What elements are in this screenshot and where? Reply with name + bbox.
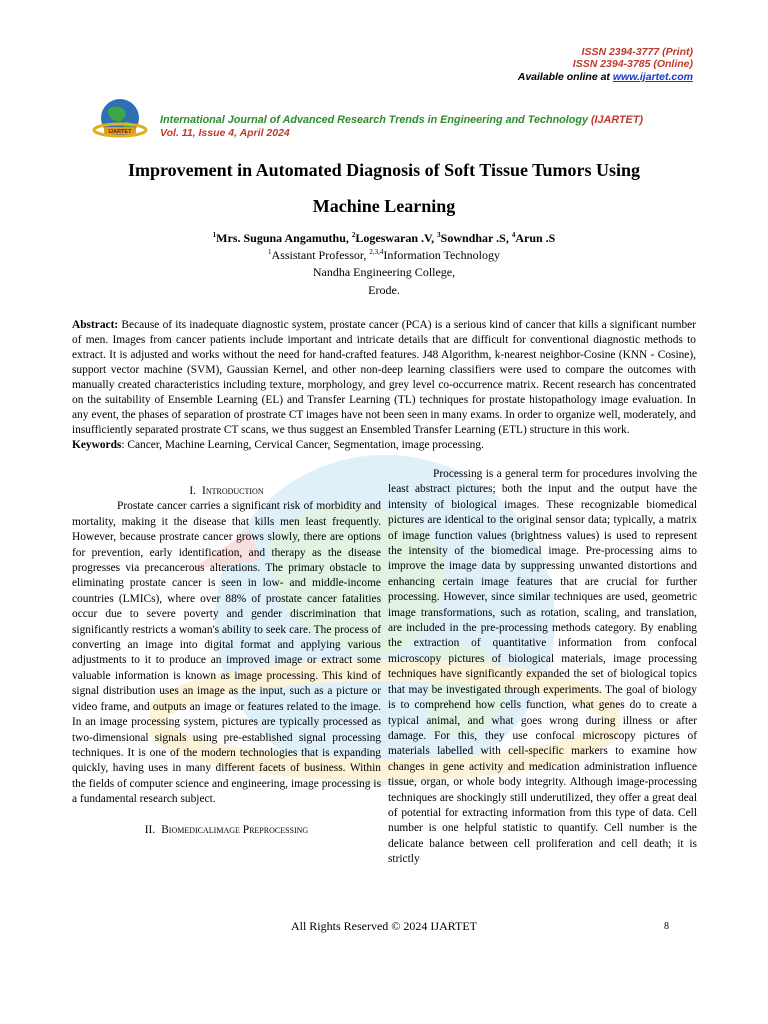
section-2-title: Biomedicalimage Preprocessing [161,823,309,836]
availability-prefix: Available online at [517,71,613,83]
footer-rights: All Rights Reserved © 2024 IJARTET [290,919,478,933]
author-4-sup: 4 [511,231,516,239]
author-3-sup: 3 [437,231,441,239]
author-list [60,231,708,246]
section-2-number: II. [144,823,156,836]
affil-dept: Information Technology [383,248,500,262]
right-column [388,467,697,868]
journal-title: International Journal of Advanced Research Trends in Engineering and Technology [160,114,588,126]
journal-website-link[interactable]: www.ijartet.com [612,71,693,83]
availability-line [518,71,693,83]
journal-logo [90,96,148,144]
affiliation [60,248,708,263]
section-1-number: I. [189,485,197,497]
logo-text: IJARTET [108,129,132,135]
paper-title-line1: Improvement in Automated Diagnosis of Soft Tissue Tumors Using [127,160,641,180]
issn-print: ISSN 2394-3777 (Print) [581,46,693,58]
author-4: Arun .S [515,231,556,245]
section-2-body: Processing is a general term for procedures involving the least abstract pictures; both the input and the output have the intensity of biological images. These recognizable biomedical pictures are identical to the original sensor data; typically, a matrix of image function values (brightness values) is used to represent the intensity of the biomedical image. Pre-processing aims to improve the image data by suppressing unwanted distortions and enhancing certain image features that are crucial for further processing. However, since similar techniques are used, geometric image transformations, such as rotation, scaling, and translation, are included in the pre-processing methods category. By enabling the extraction of quantitative information from confocal microscopy pictures of biological materials, image processing techniques have significantly expanded the set of biological topics that may be investigated through experiments. The goal of biology is to comprehend how cells function, what genes do to create a typical animal, and what goes wrong during illness or after damage. For this, they use confocal microscopy pictures of materials labelled with cell-specific markers to examine how changes in gene activity and medication administration influence tissue, organ, or whole body integrity. Although image-processing techniques are shockingly still underutilized, they offer a great deal of potential for extracting information from this type of data. Cell number is one helpful statistic to quantify. Cell number is the delicate balance between cell proliferation and cell death; it is strictly [388,468,697,866]
author-3: Sowndhar .S, [440,231,512,245]
affil-sup-1: 1 [268,248,272,256]
abstract-text: Because of its inadequate diagnostic system, prostate cancer (PCA) is a serious kind of cancer that kills a significant number of men. Images from cancer patients include important and intricate details that are difficult for conventional diagnostic methods to extract. It is adjusted and works without the need for hand-crafted features. J48 Algorithm, k-nearest neighbor-Cosine (KNN - Cosine), support vector machine (SVM), Gaussian Kernel, and other non-deep learning classifiers were used to compare the outcomes with manually created characteristics including texture, morphology, and grey level co-occurrence matrix. Recent research has concentrated on the suitability of Ensemble Learning (EL) and Transfer Learning (TL) techniques for prostate histopathology image evaluation. In any event, the phases of separation of prostrate CT images have not been seen in many exams. In order to organize well, moderately, and insufficiently separated prostrate CT scans, we thus suggest an Ensembled Transfer Learning (ETL) structure in this work. [72,319,696,436]
journal-acronym: (IJARTET) [587,114,643,126]
author-2: Logeswaran .V, [355,231,438,245]
section-1-body: Prostate cancer carries a significant risk of morbidity and mortality, making it the disease that kills men least frequently. However, because prostrate cancer grows slowly, there are options for prevention, early identification, and therapy as the disease progresses via precancerous alterations. The primary obstacle to eliminating prostate cancer is seen in low- and middle-income countries (LMICs), where over 88% of prostate cancer fatalities occur due to severe poverty and gender discrimination that significantly restricts a woman's ability to seek care. The process of converting an image into digital format and applying various adjustments to it to produce an improved image or extract some valuable information is known as image processing. This kind of signal distribution uses an image as the input, such as a picture or video frame, and outputs an image or features related to the image. In an image processing system, pictures are typically processed as two-dimensional signals using pre-established signal processing techniques. It is one of the modern technologies that is expanding quickly, having uses in many different facets of business. Within the fields of computer science and engineering, image processing is a fundamental research subject. [72,500,381,806]
keywords-text: : Cancer, Machine Learning, Cervical Cancer, Segmentation, image processing. [121,439,484,451]
journal-name [160,114,643,126]
abstract-label: Abstract: [72,319,119,331]
city: Erode. [368,283,400,297]
affil-role: Assistant Professor, [271,248,370,262]
keywords-label: Keywords [72,439,122,451]
affil-sup-2: 2,3,4 [369,248,384,256]
author-2-sup: 2 [351,231,356,239]
author-1-sup: 1 [212,231,217,239]
left-column [72,484,381,838]
section-2-heading [72,823,381,838]
abstract-block [72,318,696,453]
section-1-heading [72,484,381,499]
issn-online: ISSN 2394-3785 (Online) [572,58,693,70]
college: Nandha Engineering College, [312,265,456,279]
section-1-title: Introduction [202,485,264,497]
volume-info: Vol. 11, Issue 4, April 2024 [160,127,290,139]
paper-title-line2: Machine Learning [312,196,456,216]
page-number: 8 [664,921,669,932]
author-1: Mrs. Suguna Angamuthu, [216,231,352,245]
